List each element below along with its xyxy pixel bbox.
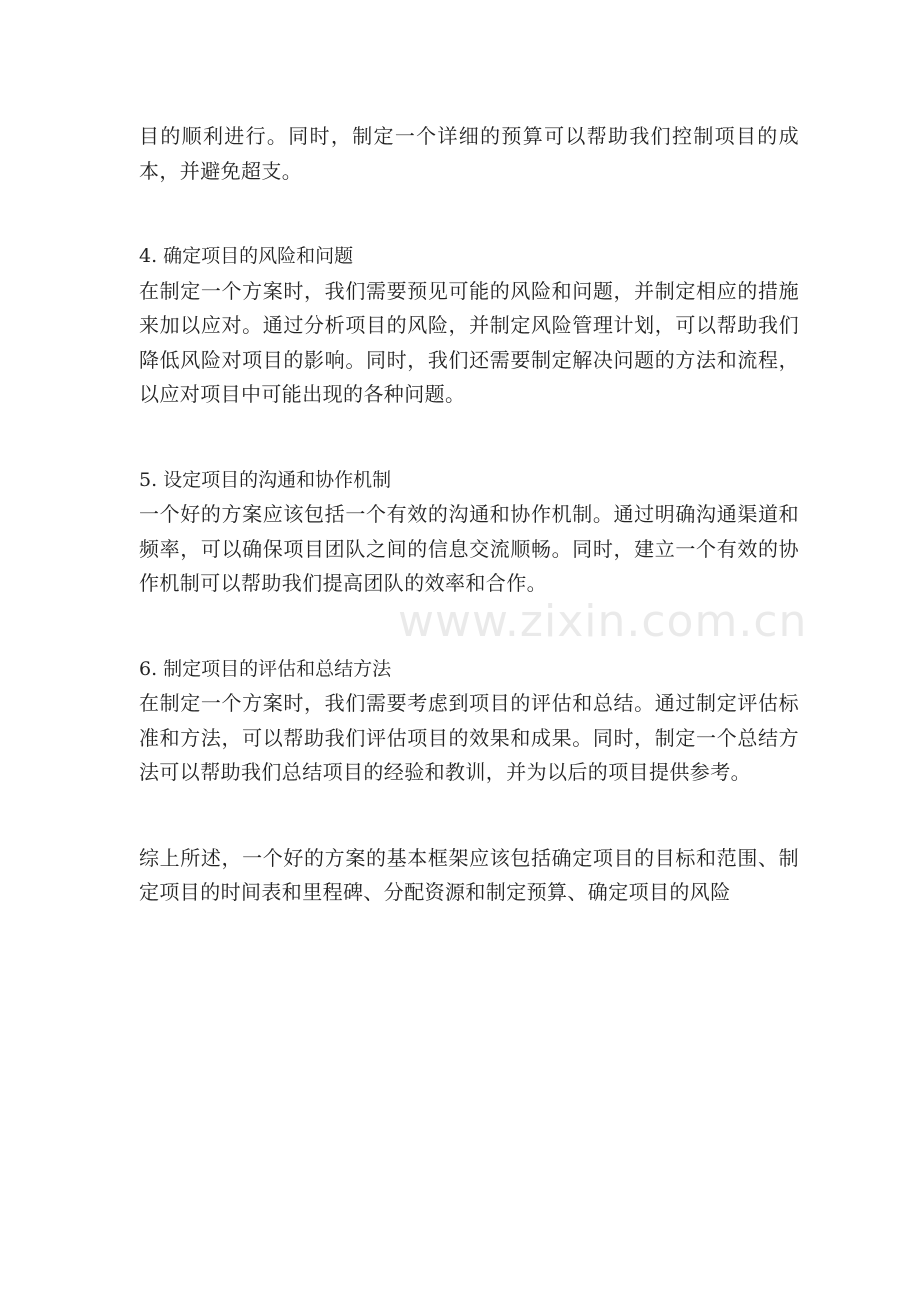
watermark-text: www.zixin.com.cn: [398, 596, 808, 647]
heading-communication: 5. 设定项目的沟通和协作机制: [139, 468, 392, 491]
heading-risk: 4. 确定项目的风险和问题: [139, 245, 354, 267]
spacer: [139, 790, 799, 841]
spacer: [139, 412, 799, 463]
spacer: [139, 188, 799, 239]
paragraph-evaluation: 在制定一个方案时，我们需要考虑到项目的评估和总结。通过制定评估标准和方法，可以帮助我们评估项目的效果和成果。同时，制定一个总结方法可以帮助我们总结项目的经验和教训，并为以后的项目提供参考。: [139, 691, 799, 784]
paragraph-communication: 一个好的方案应该包括一个有效的沟通和协作机制。通过明确沟通渠道和频率，可以确保项目团队之间的信息交流顺畅。同时，建立一个有效的协作机制可以帮助我们提高团队的效率和合作。: [139, 502, 799, 595]
document-page: [139, 0, 799, 910]
heading-evaluation: 6. 制定项目的评估和总结方法: [139, 657, 392, 680]
paragraph-summary: 综上所述，一个好的方案的基本框架应该包括确定项目的目标和范围、制定项目的时间表和里程碑、分配资源和制定预算、确定项目的风险: [139, 845, 799, 904]
spacer: [139, 601, 799, 652]
paragraph-risk: 在制定一个方案时，我们需要预见可能的风险和问题，并制定相应的措施来加以应对。通过分析项目的风险，并制定风险管理计划，可以帮助我们降低风险对项目的影响。同时，我们还需要制定解决问题的方法和流程，以应对项目中可能出现的各种问题。: [139, 278, 799, 406]
top-margin: [139, 0, 799, 119]
paragraph-budget: 目的顺利进行。同时，制定一个详细的预算可以帮助我们控制项目的成本，并避免超支。: [139, 124, 799, 183]
